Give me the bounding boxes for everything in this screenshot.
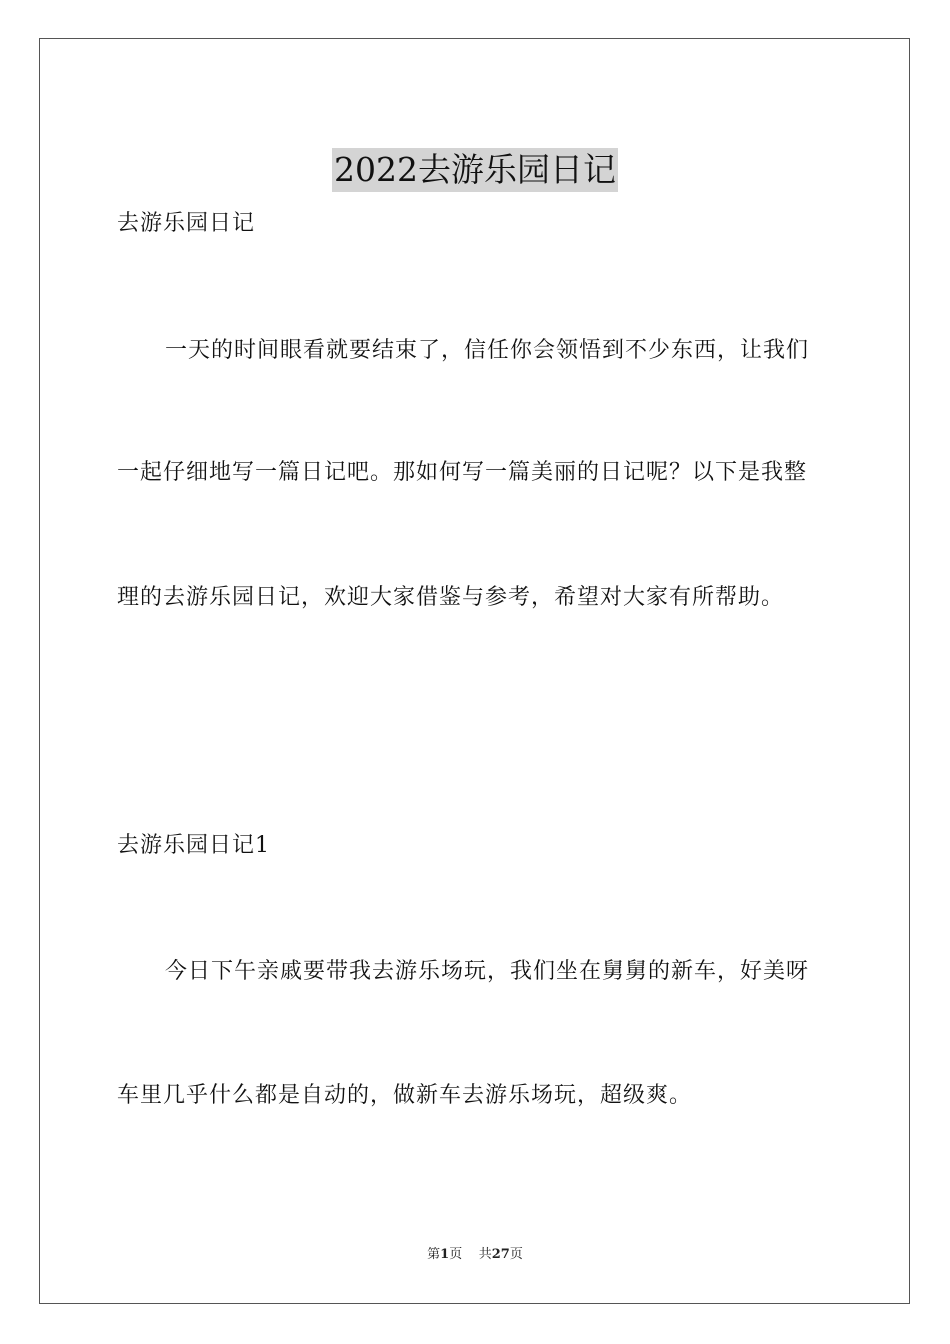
footer-total-prefix: 共 [478, 1247, 492, 1262]
section-line-1: 今日下午亲戚要带我去游乐场玩，我们坐在舅舅的新车，好美呀 [165, 959, 810, 984]
page-footer [0, 1246, 950, 1264]
intro-line-1: 一天的时间眼看就要结束了，信任你会领悟到不少东西，让我们 [165, 338, 810, 363]
document-title: 2022去游乐园日记 [332, 148, 618, 192]
footer-current-page: 1 [440, 1247, 450, 1262]
section-line-2: 车里几乎什么都是自动的，做新车去游乐场玩，超级爽。 [117, 1083, 693, 1108]
footer-page-prefix: 第 [427, 1247, 441, 1262]
footer-total-suffix: 页 [509, 1247, 523, 1262]
footer-total-pages: 27 [491, 1247, 510, 1262]
document-subtitle: 去游乐园日记 [117, 211, 256, 236]
title-container [0, 126, 950, 214]
section-heading: 去游乐园日记1 [117, 833, 270, 858]
intro-line-2: 一起仔细地写一篇日记吧。那如何写一篇美丽的日记呢？以下是我整 [117, 460, 808, 485]
intro-line-3: 理的去游乐园日记，欢迎大家借鉴与参考，希望对大家有所帮助。 [117, 585, 785, 610]
footer-page-suffix: 页 [449, 1247, 463, 1262]
